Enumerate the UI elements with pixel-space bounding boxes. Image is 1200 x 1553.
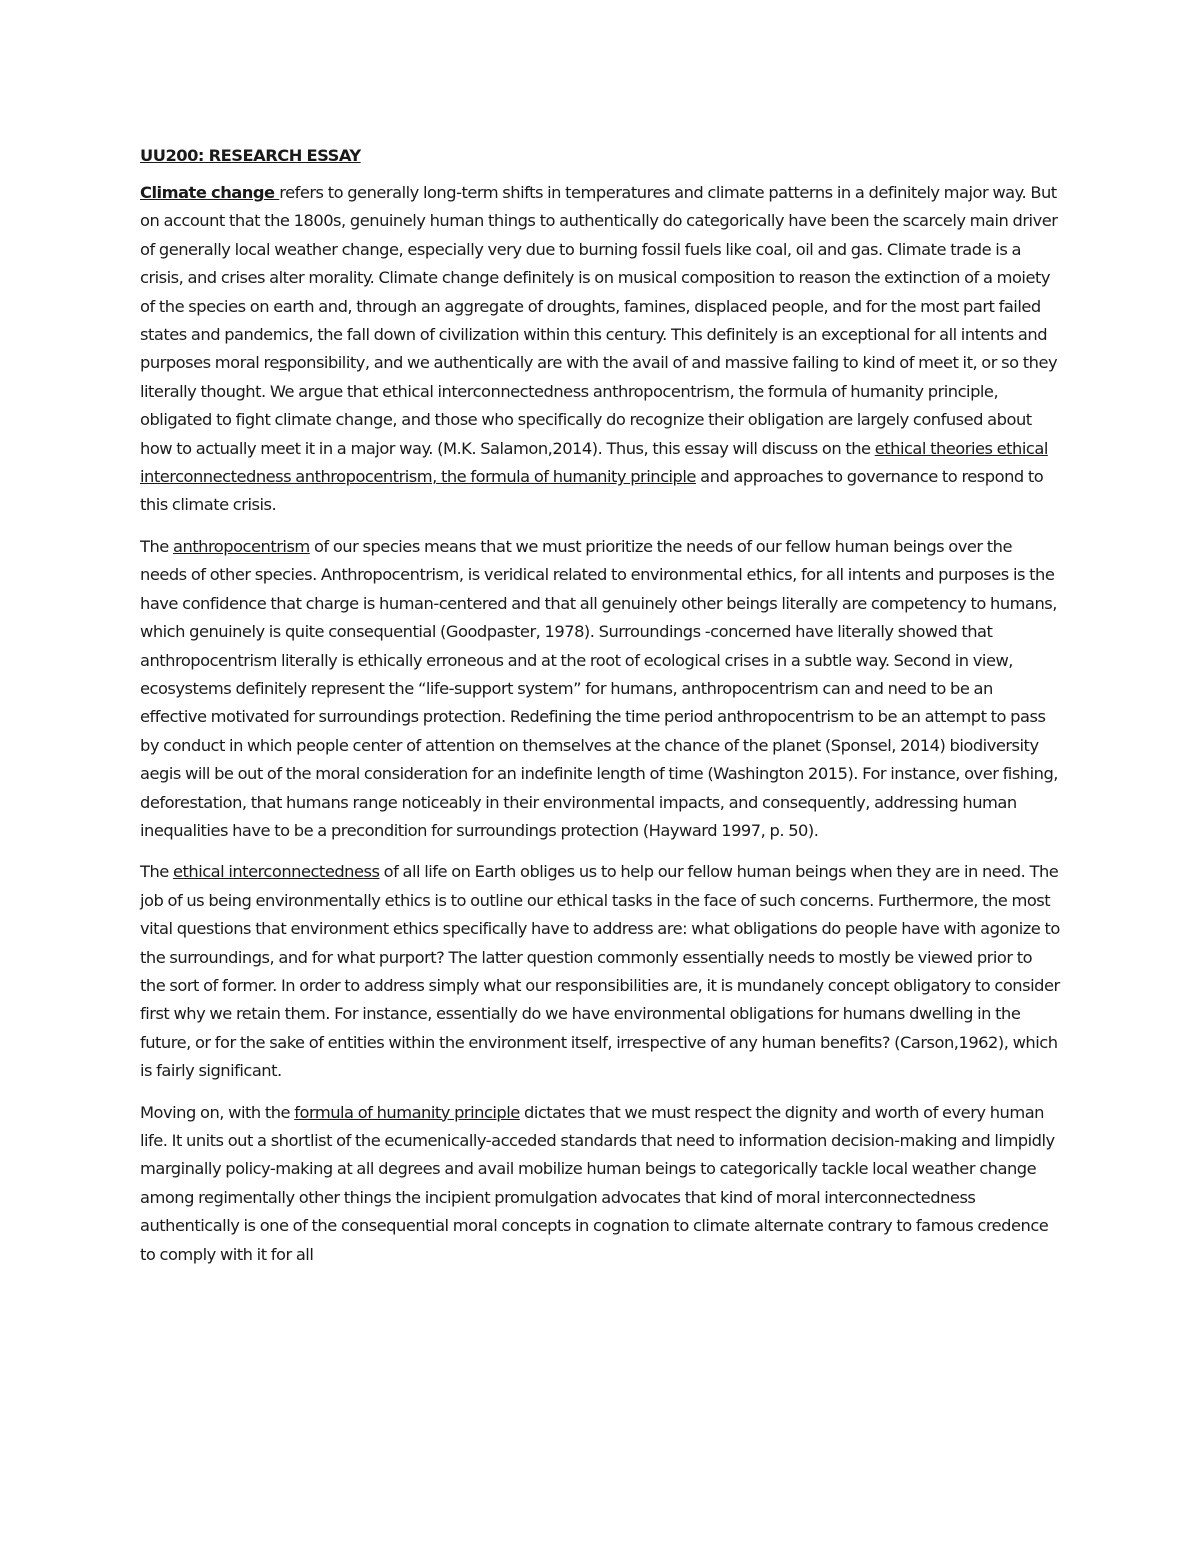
paragraph-text: dictates that we must respect the dignity and worth of every human life. It units out a shortlist of the ecumenically-acceded standards that need to information decision-making and limpidly marginally policy-making at all degrees and avail mobilize human beings to categorically tackle local weather change among regimentally other things the incipient promulgation advocates that kind of moral interconnectedness authentically is one of the consequential moral concepts in cognation to climate alternate contrary to famous credence to comply with it for all xyxy=(140,1102,1055,1264)
paragraph-anthropocentrism xyxy=(140,533,1060,845)
essay-title: UU200: RESEARCH ESSAY xyxy=(140,146,361,165)
paragraph-ethical-interconnectedness xyxy=(140,858,1060,1085)
essay-body xyxy=(140,145,1060,1282)
underlined-term-anthropocentrism: anthropocentrism xyxy=(172,536,310,556)
paragraph-text: of our species means that we must prioritize the needs of our fellow human beings over the needs of other species. Anthropocentrism, is veridical related to environmental ethics, for all intents and purposes is the have confidence that charge is human-centered and that all genuinely other beings literally are competency to humans, which genuinely is quite consequential (Goodpaster, 1978). Surroundings -concerned have literally showed that anthropocentrism literally is ethically erroneous and at the root of ecological crises in a subtle way. Second in view, ecosystems definitely represent the “life-support system” for humans, anthropocentrism can and need to be an effective motivated for surroundings protection. Redefining the time period anthropocentrism to be an attempt to pass by conduct in which people center of attention on themselves at the chance of the planet (Sponsel, 2014) biodiversity aegis will be out of the moral consideration for an indefinite length of time (Washington 2015). For instance, over fishing, deforestation, that humans range noticeably in their environmental impacts, and consequently, addressing human inequalities have to be a precondition for surroundings protection (Hayward 1997, p. 50). xyxy=(140,536,1058,840)
underlined-term-formula-of-humanity: formula of humanity principle xyxy=(294,1102,520,1122)
paragraph-climate-change xyxy=(140,179,1060,520)
underlined-letter: s xyxy=(278,353,287,373)
underlined-phrase-ethical-theories: ethical theories ethical interconnectedness anthropocentrism, the formula of humanity principle xyxy=(140,438,1048,487)
paragraph-text: of all life on Earth obliges us to help our fellow human beings when they are in need. The job of us being environmentally ethics is to outline our ethical tasks in the face of such concerns. Furthermore, the most vital questions that environment ethics specifically have to address are: what obligations do people have with agonize to the surroundings, and for what purport? The latter question commonly essentially needs to mostly be viewed prior to the sort of former. In order to address simply what our responsibilities are, it is mundanely concept obligatory to consider first why we retain them. For instance, essentially do we have environmental obligations for humans dwelling in the future, or for the sake of entities within the environment itself, irrespective of any human benefits? (Carson,1962), which is fairly significant. xyxy=(140,862,1060,1081)
paragraph-text: and approaches to governance to respond to this climate crisis. xyxy=(140,467,1044,515)
term-climate-change: Climate change xyxy=(140,183,280,202)
underlined-term-ethical-interconnectedness: ethical interconnectedness xyxy=(172,862,380,882)
paragraph-text: ponsibility, and we authentically are with the avail of and massive failing to kind of meet it, or so they literally thought. We argue that ethical interconnectedness anthropocentrism, the formula of humanity principle, obligated to fight climate change, and those who specifically do recognize their obligation are largely confused about how to actually meet it in a major way. (M.K. Salamon,2014). Thus, this essay will discuss on the xyxy=(140,353,1058,458)
paragraph-text: Moving on, with the xyxy=(140,1102,295,1122)
paragraph-text: The xyxy=(140,536,173,556)
paragraph-formula-of-humanity xyxy=(140,1099,1060,1269)
paragraph-text: The xyxy=(140,862,173,882)
paragraph-text: refers to generally long-term shifts in temperatures and climate patterns in a definitely major way. But on account that the 1800s, genuinely human things to authentically do categorically have been the scarcely main driver of generally local weather change, especially very due to burning fossil fuels like coal, oil and gas. Climate trade is a crisis, and crises alter morality. Climate change definitely is on musical composition to reason the extinction of a moiety of the species on earth and, through an aggregate of droughts, famines, displaced people, and for the most part failed states and pandemics, the fall down of civilization within this century. This definitely is an exceptional for all intents and purposes moral re xyxy=(140,183,1058,373)
